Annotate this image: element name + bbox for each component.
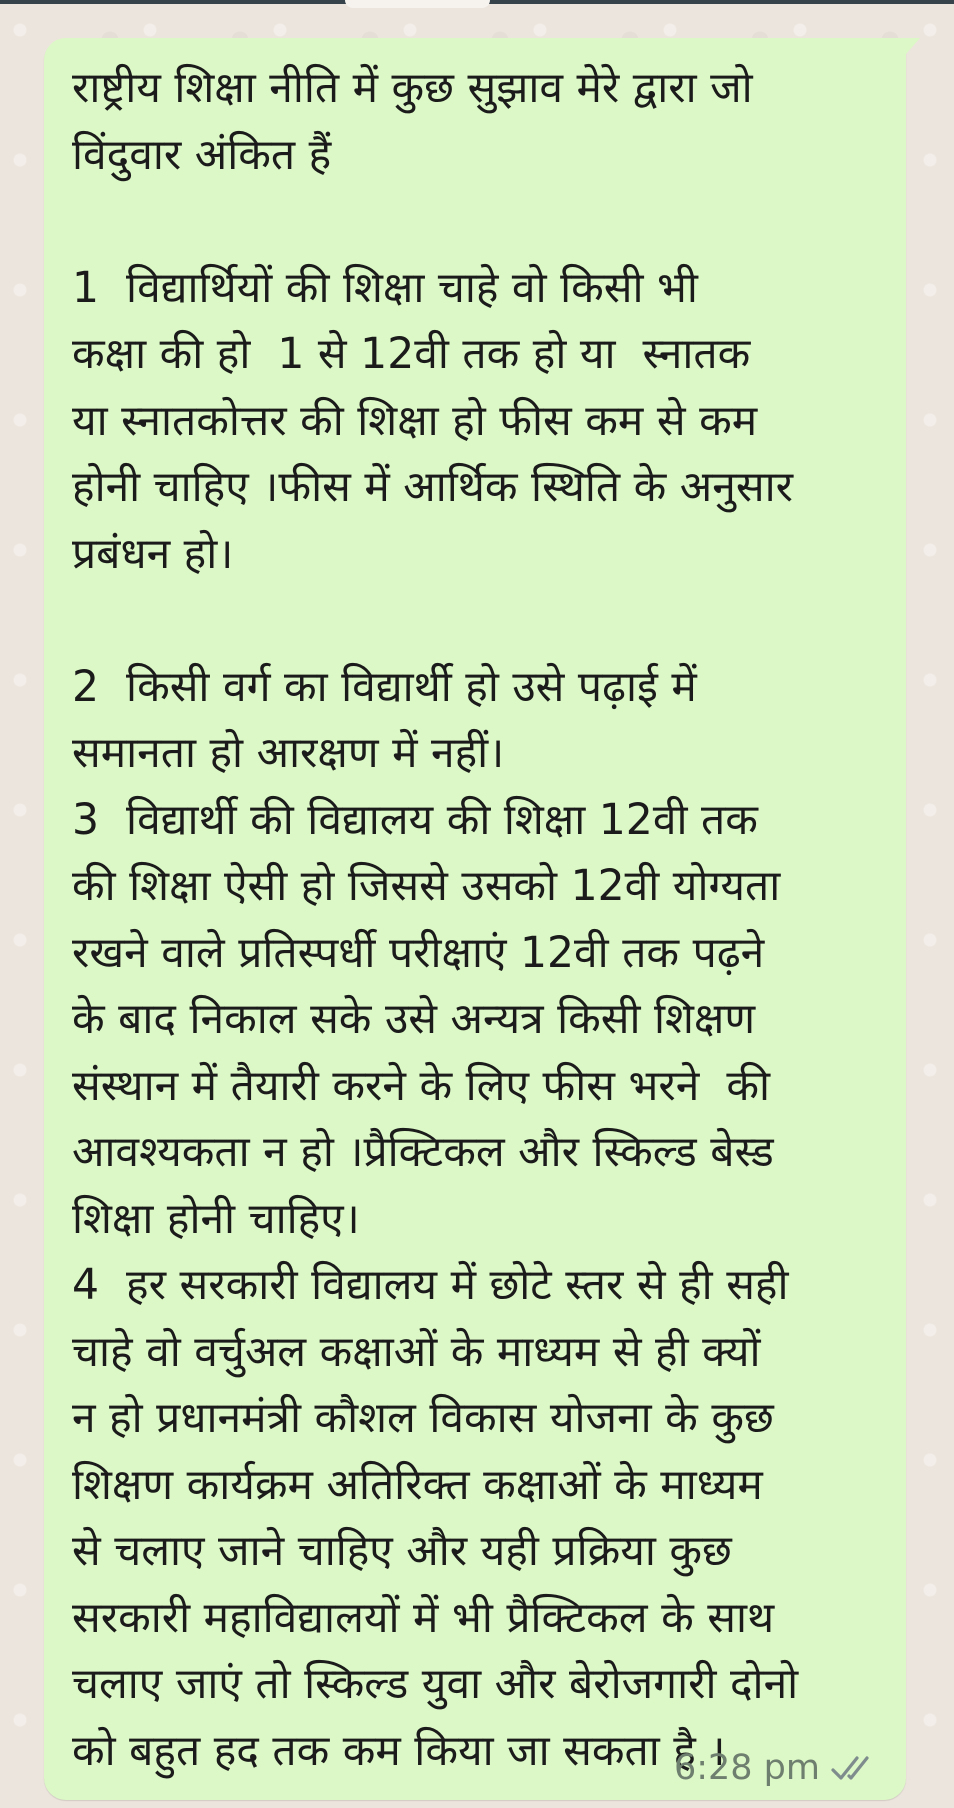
message-text: राष्ट्रीय शिक्षा नीति में कुछ सुझाव मेरे द्वारा जो विंदुवार अंकित हैं 1 विद्यार्थियों की शिक्षा चाहे वो किसी भी कक्षा की हो 1 से 12वी तक हो या स्नातक या स्नातकोत्तर की शिक्षा हो फीस कम से कम होनी चाहिए ।फीस में आर्थिक स्थिति के अनुसार प्रबंधन हो। 2 किसी वर्ग का विद्यार्थी हो उसे पढ़ाई में समानता हो आरक्षण में नहीं। 3 विद्यार्थी की विद्यालय की शिक्षा 12वी तक की शिक्षा ऐसी हो जिससे उसको 12वी योग्यता रखने वाले प्रतिस्पर्धी परीक्षाएं 12वी तक पढ़ने के बाद निकाल सके उसे अन्यत्र किसी शिक्षण संस्थान में तैयारी करने के लिए फीस भरने की आवश्यकता न हो ।प्रैक्टिकल और स्किल्ड बेस्ड शिक्षा होनी चाहिए। 4 हर सरकारी विद्यालय में छोटे स्तर से ही सही चाहे वो वर्चुअल कक्षाओं के माध्यम से ही क्यों न हो प्रधानमंत्री कौशल विकास योजना के कुछ शिक्षण कार्यक्रम अतिरिक्त कक्षाओं के माध्यम से चलाए जाने चाहिए और यही प्रक्रिया कुछ सरकारी महाविद्यालयों में भी प्रैक्टिकल के साथ चलाए जाएं तो स्किल्ड युवा और बेरोजगारी दोनो को बहुत हद तक कम किया जा सकता है । — [72, 64, 799, 1776]
bubble-tail — [906, 38, 920, 54]
message-timestamp: 6:28 pm — [673, 1748, 820, 1788]
message-bubble[interactable] — [44, 38, 906, 1800]
message-meta — [674, 1748, 880, 1788]
date-pill — [345, 0, 490, 8]
double-check-icon — [830, 1752, 880, 1784]
